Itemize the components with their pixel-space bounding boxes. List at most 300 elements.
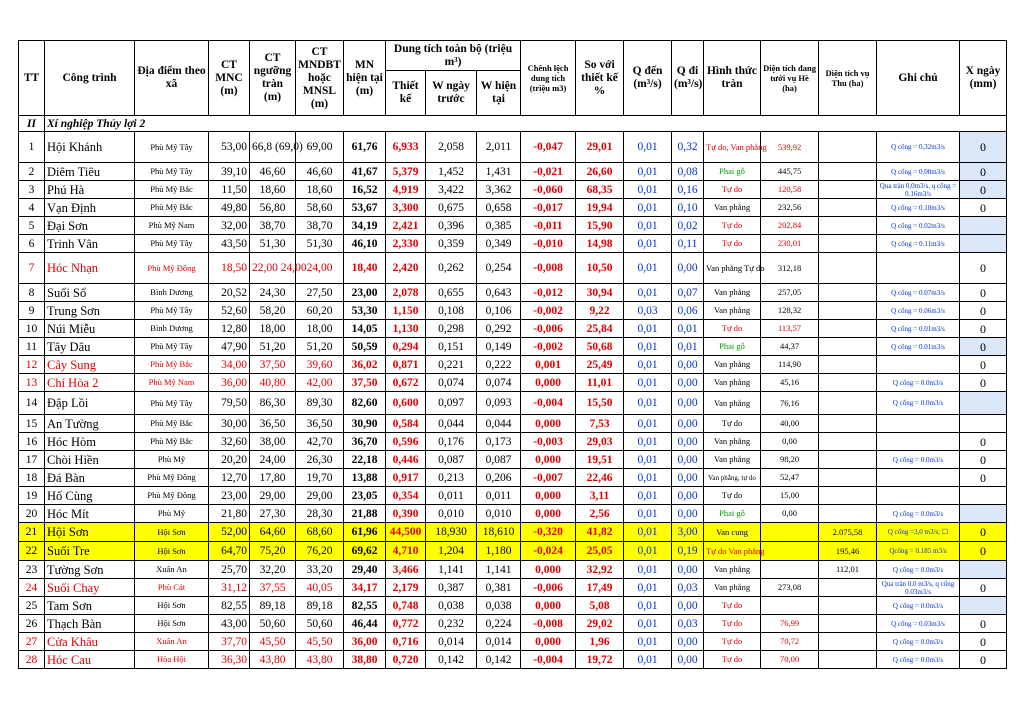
cell-q-di: 0,10 [672,199,704,217]
cell-ct-mndbt: 42,70 [296,433,344,451]
cell-dt-he: 44,37 [761,338,819,356]
cell-q-di: 0,02 [672,217,704,235]
cell-name: Đại Sơn [45,217,135,235]
cell-so-voi-tk: 19,51 [576,451,624,469]
cell-chenh-lech: 0,000 [521,505,576,523]
cell-dt-thu [819,338,877,356]
table-row [19,469,1007,487]
cell-ghi-chu [877,415,960,433]
cell-w-hien-tai: 0,224 [477,615,521,633]
cell-thiet-ke: 0,720 [386,651,426,669]
cell-dt-thu [819,451,877,469]
cell-ct-nguong: 36,50 [250,415,296,433]
cell-ct-nguong: 37,55 [250,579,296,597]
cell-thiet-ke: 0,390 [386,505,426,523]
cell-tt: 17 [19,451,45,469]
cell-ct-mnc: 52,00 [209,523,250,542]
cell-dt-thu [819,181,877,199]
cell-w-ngay-truoc: 0,097 [426,392,477,415]
cell-w-hien-tai: 3,362 [477,181,521,199]
header-ct-nguong: CT ngưỡng tràn (m) [250,41,296,116]
cell-x-ngay [960,415,1007,433]
cell-ct-nguong: 75,20 [250,542,296,561]
cell-q-di: 0,19 [672,542,704,561]
cell-ct-mnc: 79,50 [209,392,250,415]
cell-ct-nguong: 24,30 [250,284,296,302]
cell-ct-mndbt: 28,30 [296,505,344,523]
cell-w-ngay-truoc: 18,930 [426,523,477,542]
cell-q-di: 0,00 [672,487,704,505]
cell-ct-mnc: 49,80 [209,199,250,217]
cell-ghi-chu: Qcống = 0.185 m3/s [877,542,960,561]
table-row [19,523,1007,542]
cell-chenh-lech: -0,060 [521,181,576,199]
cell-w-hien-tai: 0,038 [477,597,521,615]
cell-ct-mnc: 21,80 [209,505,250,523]
cell-mn-hien-tai: 21,88 [344,505,386,523]
cell-thiet-ke: 0,672 [386,374,426,392]
cell-w-hien-tai: 1,431 [477,163,521,181]
cell-ct-nguong: 29,00 [250,487,296,505]
cell-location: Phù Mỹ Bắc [135,181,209,199]
cell-w-hien-tai: 0,381 [477,579,521,597]
table-row [19,199,1007,217]
cell-x-ngay: 0 [960,615,1007,633]
cell-so-voi-tk: 10,50 [576,253,624,284]
cell-q-di: 0,00 [672,597,704,615]
cell-dt-he: 15,00 [761,487,819,505]
cell-q-den: 0,01 [624,217,672,235]
cell-w-ngay-truoc: 1,141 [426,561,477,579]
cell-dt-thu [819,487,877,505]
header-ct-mndbt: CT MNDBT hoặc MNSL (m) [296,41,344,116]
cell-thiet-ke: 0,294 [386,338,426,356]
cell-q-di: 0,06 [672,302,704,320]
cell-q-di: 0,00 [672,415,704,433]
cell-so-voi-tk: 15,50 [576,392,624,415]
cell-chenh-lech: -0,021 [521,163,576,181]
cell-x-ngay: 0 [960,523,1007,542]
cell-hinh-thuc-tran: Tự do [704,415,761,433]
cell-ct-nguong: 66,8 (69,0) [250,132,296,163]
cell-thiet-ke: 1,150 [386,302,426,320]
cell-location: Hội Sơn [135,597,209,615]
section-tt: II [19,116,45,132]
header-dt-thu: Diện tích vụ Thu (ha) [819,41,877,116]
cell-tt: 4 [19,199,45,217]
cell-ghi-chu [877,433,960,451]
cell-chenh-lech: -0,004 [521,651,576,669]
cell-ct-nguong: 89,18 [250,597,296,615]
cell-ghi-chu: Qua tràn 0,0m3/s, q cống = 0.16m3/s [877,181,960,199]
table-row [19,651,1007,669]
cell-ct-mnc: 39,10 [209,163,250,181]
cell-w-ngay-truoc: 0,044 [426,415,477,433]
cell-q-den: 0,01 [624,320,672,338]
cell-dt-he: 52,47 [761,469,819,487]
cell-tt: 2 [19,163,45,181]
cell-location: Xuân An [135,633,209,651]
cell-name: Đập Lồi [45,392,135,415]
cell-ct-mnc: 18,50 [209,253,250,284]
cell-ct-mndbt: 29,00 [296,487,344,505]
cell-ct-nguong: 64,60 [250,523,296,542]
cell-w-ngay-truoc: 0,298 [426,320,477,338]
cell-q-den: 0,01 [624,633,672,651]
cell-w-ngay-truoc: 0,176 [426,433,477,451]
cell-hinh-thuc-tran: Tự do [704,615,761,633]
cell-chenh-lech: -0,003 [521,433,576,451]
cell-x-ngay: 0 [960,320,1007,338]
cell-ct-mndbt: 89,18 [296,597,344,615]
cell-name: Thạch Bàn [45,615,135,633]
cell-dt-he [761,597,819,615]
cell-so-voi-tk: 41,82 [576,523,624,542]
cell-ct-mndbt: 45,50 [296,633,344,651]
cell-ct-mndbt: 27,50 [296,284,344,302]
cell-q-den: 0,01 [624,433,672,451]
cell-mn-hien-tai: 13,88 [344,469,386,487]
cell-x-ngay: 0 [960,433,1007,451]
cell-ghi-chu: Q cống = 0.0m3/s [877,505,960,523]
table-row [19,338,1007,356]
cell-w-hien-tai: 0,385 [477,217,521,235]
cell-q-di: 0,00 [672,505,704,523]
cell-w-ngay-truoc: 2,058 [426,132,477,163]
cell-thiet-ke: 0,354 [386,487,426,505]
table-row [19,487,1007,505]
cell-ghi-chu [877,487,960,505]
cell-w-ngay-truoc: 0,232 [426,615,477,633]
cell-thiet-ke: 0,584 [386,415,426,433]
cell-thiet-ke: 6,933 [386,132,426,163]
cell-chenh-lech: -0,010 [521,235,576,253]
header-ghi-chu: Ghi chú [877,41,960,116]
cell-thiet-ke: 44,500 [386,523,426,542]
table-body [19,116,1007,669]
cell-so-voi-tk: 5,08 [576,597,624,615]
cell-w-hien-tai: 0,173 [477,433,521,451]
cell-x-ngay: 0 [960,338,1007,356]
cell-ct-nguong: 27,30 [250,505,296,523]
cell-w-hien-tai: 0,349 [477,235,521,253]
cell-x-ngay [960,217,1007,235]
header-so-voi-tk: So với thiết kế % [576,41,624,116]
cell-location: Phù Mỹ Đông [135,487,209,505]
header-mn-hien-tai: MN hiện tại (m) [344,41,386,116]
table-row [19,235,1007,253]
cell-ct-mndbt: 18,00 [296,320,344,338]
cell-ghi-chu [877,356,960,374]
cell-q-den: 0,01 [624,597,672,615]
cell-ct-mnc: 36,00 [209,374,250,392]
cell-hinh-thuc-tran: Van phẳng [704,356,761,374]
cell-hinh-thuc-tran: Tự do, Van phẳng [704,132,761,163]
cell-q-di: 0,00 [672,469,704,487]
cell-q-di: 3,00 [672,523,704,542]
cell-chenh-lech: -0,320 [521,523,576,542]
cell-dt-he [761,542,819,561]
cell-dt-thu [819,217,877,235]
cell-dt-he [761,561,819,579]
cell-q-den: 0,01 [624,469,672,487]
cell-w-ngay-truoc: 0,221 [426,356,477,374]
cell-mn-hien-tai: 37,50 [344,374,386,392]
cell-dt-thu [819,356,877,374]
cell-chenh-lech: 0,000 [521,597,576,615]
cell-dt-thu [819,469,877,487]
cell-dt-he [761,523,819,542]
cell-ct-nguong: 51,20 [250,338,296,356]
header-cong-trinh: Công trình [45,41,135,116]
cell-tt: 3 [19,181,45,199]
cell-q-di: 0,08 [672,163,704,181]
table-row [19,597,1007,615]
cell-tt: 1 [19,132,45,163]
cell-x-ngay: 0 [960,542,1007,561]
cell-name: Hóc Cau [45,651,135,669]
cell-dt-thu [819,615,877,633]
cell-dt-he: 120,58 [761,181,819,199]
cell-ghi-chu: Q cống = 0.0m3/s [877,651,960,669]
cell-thiet-ke: 4,919 [386,181,426,199]
cell-ghi-chu: Q cống = 0.0m3/s [877,451,960,469]
cell-name: Tây Dâu [45,338,135,356]
cell-so-voi-tk: 7,53 [576,415,624,433]
cell-dt-he: 445,75 [761,163,819,181]
cell-hinh-thuc-tran: Tự do [704,235,761,253]
cell-location: Hòa Hội [135,651,209,669]
section-row [19,116,1007,132]
cell-ct-mnc: 25,70 [209,561,250,579]
cell-q-di: 0,16 [672,181,704,199]
cell-thiet-ke: 3,466 [386,561,426,579]
cell-chenh-lech: -0,024 [521,542,576,561]
cell-ct-mnc: 20,52 [209,284,250,302]
cell-chenh-lech: -0,047 [521,132,576,163]
cell-q-den: 0,01 [624,542,672,561]
cell-thiet-ke: 0,772 [386,615,426,633]
cell-ghi-chu: Qua tràn 0,0 m3/s, q cống 0.03m3/s [877,579,960,597]
cell-ct-mnc: 23,00 [209,487,250,505]
cell-dt-thu [819,302,877,320]
cell-location: Phù Mỹ Tây [135,338,209,356]
cell-w-ngay-truoc: 0,038 [426,597,477,615]
cell-hinh-thuc-tran: Van phẳng [704,451,761,469]
cell-mn-hien-tai: 41,67 [344,163,386,181]
cell-so-voi-tk: 3,11 [576,487,624,505]
cell-w-hien-tai: 1,141 [477,561,521,579]
cell-dt-he: 257,05 [761,284,819,302]
cell-dt-he: 40,00 [761,415,819,433]
cell-mn-hien-tai: 82,60 [344,392,386,415]
cell-x-ngay: 0 [960,253,1007,284]
cell-q-den: 0,01 [624,651,672,669]
cell-name: Vạn Định [45,199,135,217]
cell-tt: 24 [19,579,45,597]
cell-name: Tường Sơn [45,561,135,579]
cell-ghi-chu: Q cống = 0.0m3/s [877,633,960,651]
cell-ct-mndbt: 39,60 [296,356,344,374]
cell-mn-hien-tai: 82,55 [344,597,386,615]
cell-x-ngay: 0 [960,199,1007,217]
cell-location: Phù Mỹ Đông [135,253,209,284]
cell-chenh-lech: -0,008 [521,615,576,633]
cell-mn-hien-tai: 22,18 [344,451,386,469]
cell-dt-thu [819,132,877,163]
cell-w-hien-tai: 0,014 [477,633,521,651]
cell-tt: 25 [19,597,45,615]
cell-tt: 22 [19,542,45,561]
cell-so-voi-tk: 11,01 [576,374,624,392]
table-row [19,253,1007,284]
cell-chenh-lech: 0,000 [521,561,576,579]
cell-name: Núi Miễu [45,320,135,338]
cell-tt: 23 [19,561,45,579]
cell-q-di: 0,00 [672,651,704,669]
cell-chenh-lech: 0,000 [521,451,576,469]
cell-q-den: 0,01 [624,615,672,633]
cell-ct-nguong: 24,00 [250,451,296,469]
header-ct-mnc: CT MNC (m) [209,41,250,116]
cell-so-voi-tk: 9,22 [576,302,624,320]
header-dia-diem: Địa điểm theo xã [135,41,209,116]
cell-hinh-thuc-tran: Van phẳng [704,579,761,597]
cell-so-voi-tk: 29,01 [576,132,624,163]
cell-ct-mndbt: 40,05 [296,579,344,597]
cell-w-hien-tai: 0,087 [477,451,521,469]
cell-mn-hien-tai: 36,00 [344,633,386,651]
cell-hinh-thuc-tran: Tự do [704,487,761,505]
cell-dt-thu [819,374,877,392]
cell-ct-mndbt: 51,20 [296,338,344,356]
cell-ct-nguong: 18,60 [250,181,296,199]
cell-x-ngay: 0 [960,284,1007,302]
cell-chenh-lech: -0,008 [521,253,576,284]
cell-x-ngay: 0 [960,302,1007,320]
cell-w-hien-tai: 0,643 [477,284,521,302]
cell-location: Bình Dương [135,320,209,338]
cell-ct-mnc: 30,00 [209,415,250,433]
cell-ct-nguong: 56,80 [250,199,296,217]
cell-q-den: 0,01 [624,284,672,302]
cell-ct-mnc: 32,60 [209,433,250,451]
cell-x-ngay [960,561,1007,579]
cell-chenh-lech: -0,002 [521,302,576,320]
cell-q-di: 0,00 [672,451,704,469]
cell-ghi-chu: Q cống = 0.11m3/s [877,235,960,253]
table-row [19,415,1007,433]
cell-q-di: 0,07 [672,284,704,302]
cell-dt-thu: 112,01 [819,561,877,579]
cell-hinh-thuc-tran: Van phẳng [704,561,761,579]
cell-hinh-thuc-tran: Phai gỗ [704,505,761,523]
cell-location: Phù Mỹ Tây [135,392,209,415]
cell-dt-he: 232,56 [761,199,819,217]
cell-hinh-thuc-tran: Van phẳng [704,302,761,320]
cell-dt-thu [819,199,877,217]
cell-name: Chòi Hiền [45,451,135,469]
cell-ct-mndbt: 76,20 [296,542,344,561]
cell-q-di: 0,00 [672,561,704,579]
cell-dt-he: 128,32 [761,302,819,320]
cell-chenh-lech: -0,002 [521,338,576,356]
cell-w-ngay-truoc: 1,204 [426,542,477,561]
cell-ct-nguong: 43,80 [250,651,296,669]
cell-dt-he: 70,72 [761,633,819,651]
cell-thiet-ke: 0,716 [386,633,426,651]
cell-chenh-lech: -0,006 [521,320,576,338]
cell-q-di: 0,11 [672,235,704,253]
cell-ct-mndbt: 19,70 [296,469,344,487]
cell-hinh-thuc-tran: Tự do [704,217,761,235]
cell-location: Phù Mỹ Tây [135,235,209,253]
cell-ghi-chu [877,253,960,284]
cell-tt: 20 [19,505,45,523]
table-row [19,356,1007,374]
cell-tt: 12 [19,356,45,374]
cell-w-hien-tai: 0,222 [477,356,521,374]
cell-w-ngay-truoc: 0,087 [426,451,477,469]
cell-dt-thu [819,597,877,615]
header-tt: TT [19,41,45,116]
cell-ghi-chu: Q cống =3,0 m3/s; ☐ [877,523,960,542]
cell-dt-he: 202,84 [761,217,819,235]
cell-so-voi-tk: 14,98 [576,235,624,253]
cell-dt-thu [819,163,877,181]
cell-mn-hien-tai: 36,70 [344,433,386,451]
cell-location: Hội Sơn [135,523,209,542]
cell-location: Phù Mỹ Đông [135,469,209,487]
cell-name: Hội Khánh [45,132,135,163]
cell-dt-he: 230,01 [761,235,819,253]
cell-name: Hóc Nhạn [45,253,135,284]
cell-ct-mndbt: 24,00 [296,253,344,284]
cell-q-den: 0,01 [624,132,672,163]
cell-ct-nguong: 86,30 [250,392,296,415]
cell-location: Phù Mỹ Bắc [135,433,209,451]
cell-x-ngay [960,487,1007,505]
cell-ct-mndbt: 43,80 [296,651,344,669]
cell-q-den: 0,01 [624,505,672,523]
cell-tt: 11 [19,338,45,356]
cell-w-ngay-truoc: 0,011 [426,487,477,505]
cell-location: Hội Sơn [135,542,209,561]
cell-so-voi-tk: 17,49 [576,579,624,597]
cell-ct-mndbt: 26,30 [296,451,344,469]
cell-mn-hien-tai: 46,10 [344,235,386,253]
cell-chenh-lech: -0,012 [521,284,576,302]
cell-q-di: 0,01 [672,320,704,338]
cell-ct-mndbt: 42,00 [296,374,344,392]
cell-so-voi-tk: 30,94 [576,284,624,302]
cell-dt-thu [819,392,877,415]
cell-tt: 19 [19,487,45,505]
cell-so-voi-tk: 19,94 [576,199,624,217]
cell-name: An Tường [45,415,135,433]
cell-ct-mndbt: 58,60 [296,199,344,217]
cell-chenh-lech: -0,017 [521,199,576,217]
cell-mn-hien-tai: 29,40 [344,561,386,579]
cell-ct-mnc: 20,20 [209,451,250,469]
cell-ct-mndbt: 33,20 [296,561,344,579]
cell-tt: 5 [19,217,45,235]
cell-w-hien-tai: 0,044 [477,415,521,433]
cell-x-ngay [960,597,1007,615]
cell-tt: 18 [19,469,45,487]
cell-location: Phù Mỹ Tây [135,302,209,320]
cell-chenh-lech: -0,006 [521,579,576,597]
